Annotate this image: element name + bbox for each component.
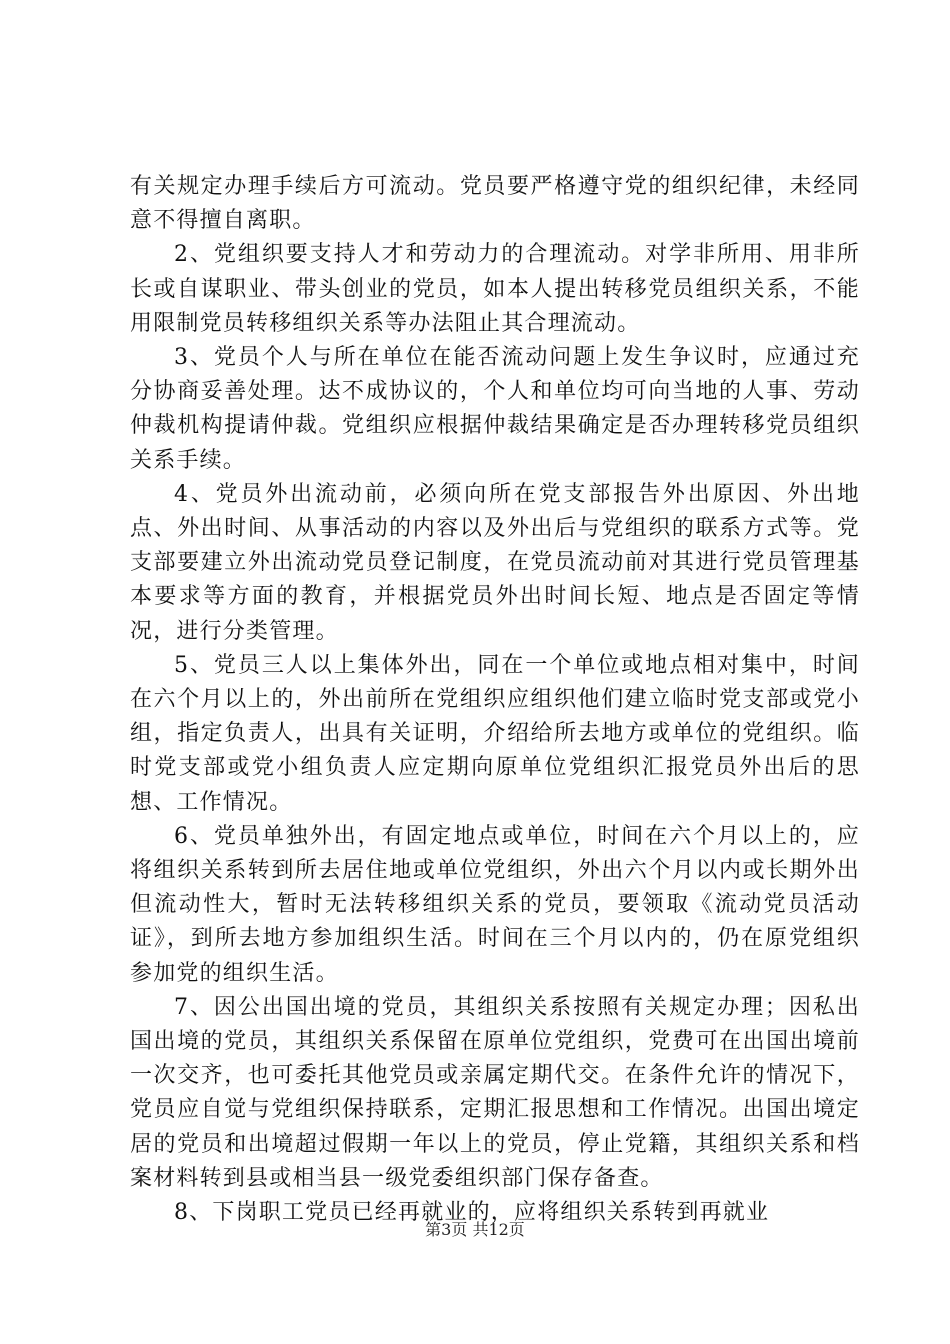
paragraph-item-6: 6、党员单独外出，有固定地点或单位，时间在六个月以上的，应将组织关系转到所去居住地或单位党组织，外出六个月以内或长期外出但流动性大，暂时无法转移组织关系的党员，要领取《流动党员活动证》，到所去地方参加组织生活。时间在三个月以内的，仍在原党组织参加党的组织生活。 xyxy=(130,823,860,986)
paragraph-item-4: 4、党员外出流动前，必须向所在党支部报告外出原因、外出地点、外出时间、从事活动的内容以及外出后与党组织的联系方式等。党支部要建立外出流动党员登记制度，在党员流动前对其进行党员管理基本要求等方面的教育，并根据党员外出时间长短、地点是否固定等情况，进行分类管理。 xyxy=(130,481,860,644)
paragraph-item-2: 2、党组织要支持人才和劳动力的合理流动。对学非所用、用非所长或自谋职业、带头创业的党员，如本人提出转移党员组织关系，不能用限制党员转移组织关系等办法阻止其合理流动。 xyxy=(130,242,860,336)
document-body xyxy=(130,170,860,1230)
page-number-footer: 第3页 共12页 xyxy=(425,1220,525,1239)
paragraph-item-8: 8、下岗职工党员已经再就业的，应将组织关系转到再就业 xyxy=(174,1200,770,1226)
paragraph-item-5: 5、党员三人以上集体外出，同在一个单位或地点相对集中，时间在六个月以上的，外出前所在党组织应组织他们建立临时党支部或党小组，指定负责人，出具有关证明，介绍给所去地方或单位的党组织。临时党支部或党小组负责人应定期向原单位党组织汇报党员外出后的思想、工作情况。 xyxy=(130,652,860,815)
paragraph-item-7: 7、因公出国出境的党员，其组织关系按照有关规定办理；因私出国出境的党员，其组织关系保留在原单位党组织，党费可在出国出境前一次交齐，也可委托其他党员或亲属定期代交。在条件允许的情况下，党员应自觉与党组织保持联系，定期汇报思想和工作情况。出国出境定居的党员和出境超过假期一年以上的党员，停止党籍，其组织关系和档案材料转到县或相当县一级党委组织部门保存备查。 xyxy=(130,994,860,1191)
paragraph-item-3: 3、党员个人与所在单位在能否流动问题上发生争议时，应通过充分协商妥善处理。达不成协议的，个人和单位均可向当地的人事、劳动仲裁机构提请仲裁。党组织应根据仲裁结果确定是否办理转移党员组织关系手续。 xyxy=(130,345,860,473)
paragraph-continuation: 有关规定办理手续后方可流动。党员要严格遵守党的组织纪律，未经同意不得擅自离职。 xyxy=(130,174,860,234)
